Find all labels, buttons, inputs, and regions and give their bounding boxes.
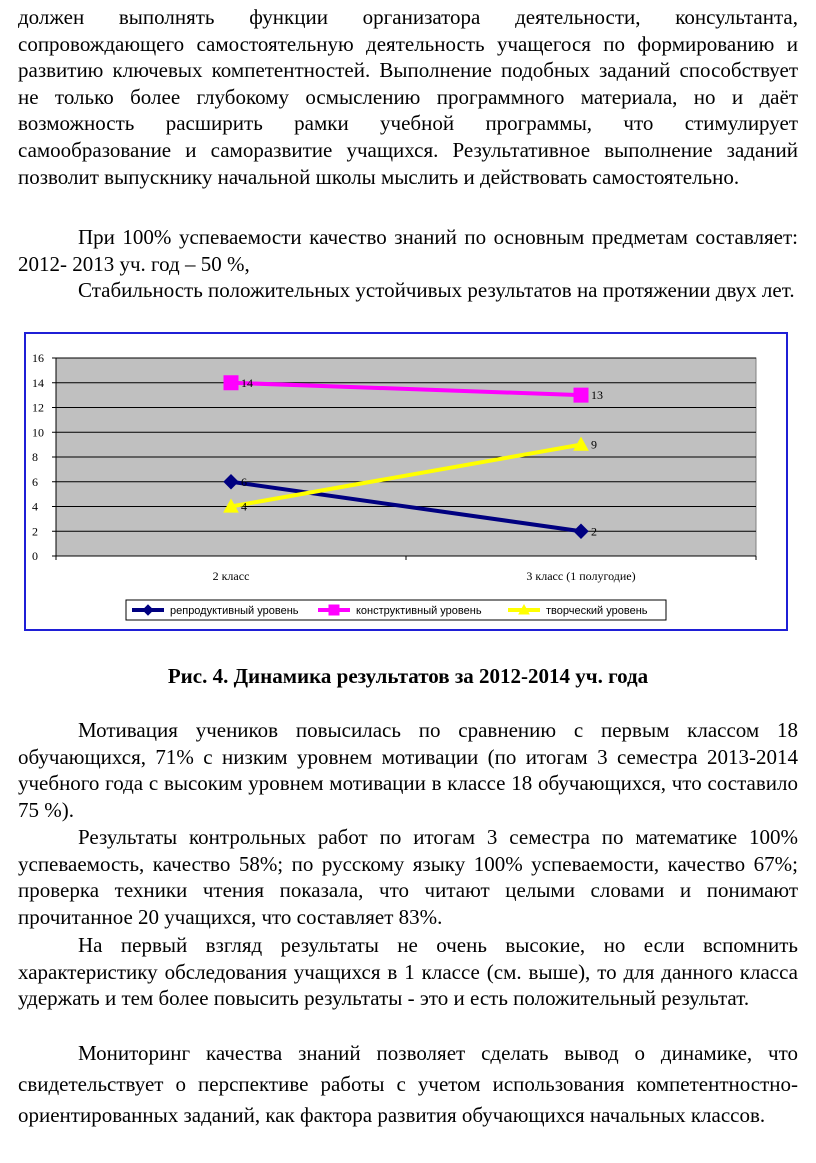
paragraph-conclusion: Мониторинг качества знаний позволяет сделать вывод о динамике, что свидетельствует о перспективе работы с учетом использования компетентностно-ориентированных заданий, как фактора развития обучающихся начальных классов. (18, 1041, 798, 1127)
y-tick-label: 0 (32, 549, 38, 563)
y-tick-label: 4 (32, 499, 38, 514)
data-label: 14 (241, 375, 253, 390)
legend-label: творческий уровень (546, 605, 648, 617)
y-tick-label: 14 (32, 375, 44, 390)
data-point (224, 376, 238, 390)
chart-canvas (26, 334, 786, 629)
results-chart (24, 332, 788, 631)
data-label: 4 (241, 499, 247, 514)
y-tick-label: 8 (32, 450, 38, 464)
chart-legend (126, 600, 666, 620)
legend-label: конструктивный уровень (356, 605, 482, 617)
data-point (574, 388, 588, 402)
data-label: 9 (591, 437, 597, 452)
paragraph-quality: При 100% успеваемости качество знаний по основным предметам составляет: 2012- 2013 уч. год – 50 %, (18, 225, 798, 276)
legend-marker (329, 605, 339, 615)
figure-caption: Рис. 4. Динамика результатов за 2012-2014 уч. года (167, 664, 649, 688)
paragraph-stability: Стабильность положительных устойчивых результатов на протяжении двух лет. (78, 278, 795, 302)
y-tick-label: 6 (32, 474, 38, 489)
data-label: 2 (591, 524, 597, 539)
legend-label: репродуктивный уровень (170, 605, 299, 617)
paragraph-interpretation: На первый взгляд результаты не очень высокие, но если вспомнить характеристику обследования учащихся в 1 классе (см. выше), то для данного класса удержать и тем более повысить результаты - это и есть положительный результат. (18, 933, 798, 1011)
x-tick-label: 3 класс (1 полугодие) (526, 569, 636, 583)
paragraph-intro: должен выполнять функции организатора деятельности, консультанта, сопровождающего самостоятельную деятельность учащегося по формированию и развитию ключевых компетентностей. Выполнение подобных заданий способствует не только более глубокому осмыслению программного материала, но и даёт возможность расширить рамки учебной программы, что стимулирует самообразование и саморазвитие учащихся. Результативное выполнение заданий позволит выпускнику начальной школы мыслить и действовать самостоятельно. (18, 5, 798, 189)
x-tick-label: 2 класс (212, 569, 250, 583)
y-tick-label: 2 (32, 524, 38, 539)
y-tick-label: 10 (32, 425, 44, 440)
paragraph-motivation: Мотивация учеников повысилась по сравнению с первым классом 18 обучающихся, 71% с низким уровнем мотивации (по итогам 3 семестра 2013-2014 учебного года с высоким уровнем мотивации в классе 18 обучающихся, что составило 75 %). (18, 718, 798, 822)
y-tick-label: 12 (32, 400, 44, 415)
y-tick-label: 16 (32, 351, 44, 365)
paragraph-test-results: Результаты контрольных работ по итогам 3 семестра по математике 100% успеваемость, качество 58%; по русскому языку 100% успеваемости, качество 67%; проверка техники чтения показала, что читают целыми словами и понимают прочитанное 20 учащихся, что составляет 83%. (18, 825, 798, 929)
data-label: 13 (591, 388, 603, 403)
data-label: 6 (241, 474, 247, 489)
